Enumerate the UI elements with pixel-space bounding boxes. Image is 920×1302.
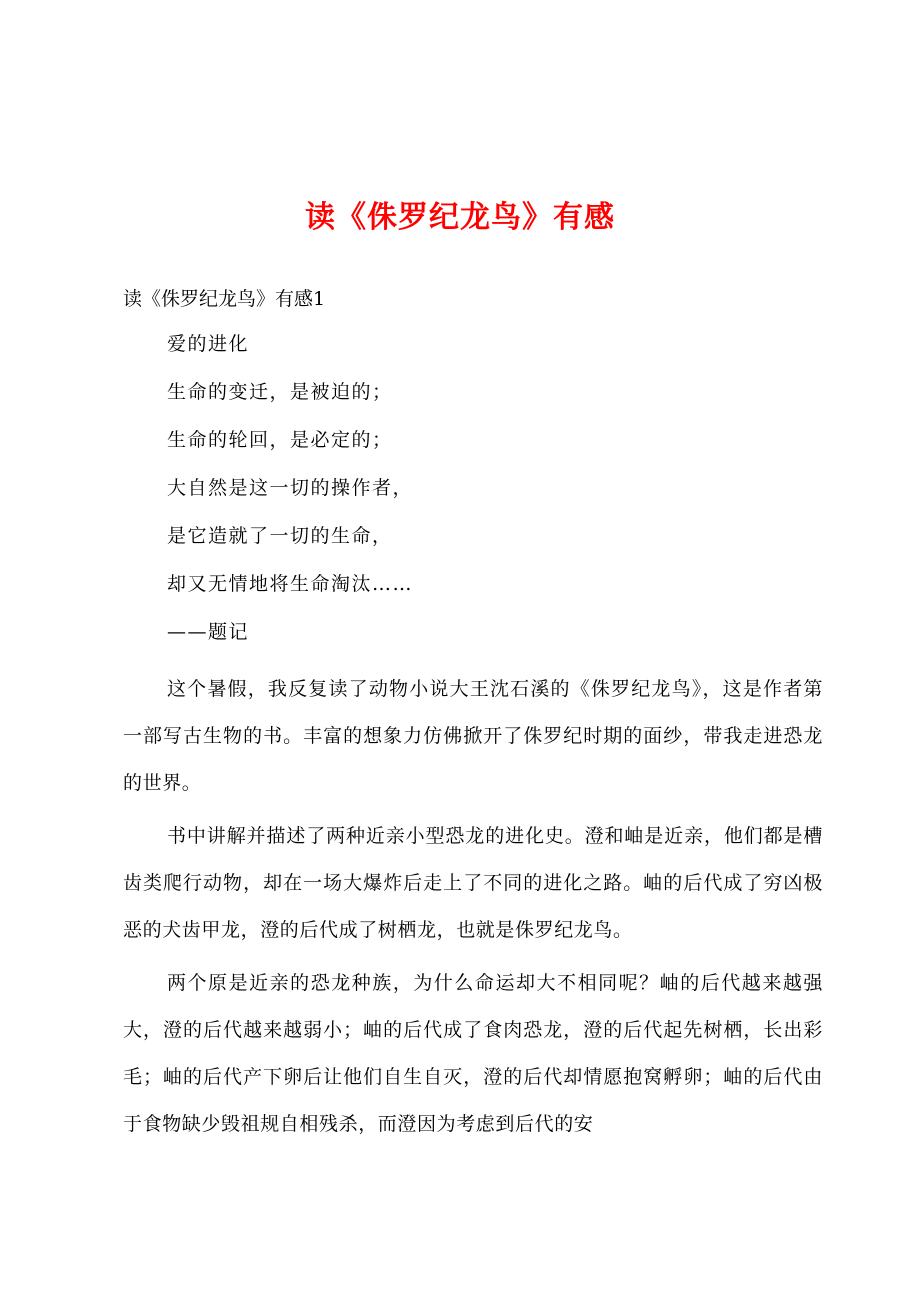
poem-line: 是它造就了一切的生命， xyxy=(167,525,393,547)
body-paragraph: 两个原是近亲的恐龙种族，为什么命运却大不相同呢？岫的后代越来越强大，澄的后代越来越弱小；岫的后代成了食肉恐龙，澄的后代起先树栖，长出彩毛；岫的后代产下卵后让他们自生自灭，澄的后代却情愿抱窝孵卵；岫的后代由于食物缺少毁祖规自相残杀，而澄因为考虑到后代的安 xyxy=(123,972,823,1135)
poem-line: 大自然是这一切的操作者， xyxy=(167,477,414,499)
poem-epigraph-attribution: ——题记 xyxy=(167,621,250,643)
body-paragraph: 这个暑假，我反复读了动物小说大王沈石溪的《侏罗纪龙鸟》，这是作者第一部写古生物的书。丰富的想象力仿佛掀开了侏罗纪时期的面纱，带我走进恐龙的世界。 xyxy=(123,678,823,794)
poem-block xyxy=(167,330,413,666)
poem-line: 爱的进化 xyxy=(167,333,250,355)
document-title: 读《侏罗纪龙鸟》有感 xyxy=(305,200,615,235)
poem-line: 生命的轮回，是必定的； xyxy=(167,429,393,451)
body-paragraph: 书中讲解并描述了两种近亲小型恐龙的进化史。澄和岫是近亲，他们都是槽齿类爬行动物，却在一场大爆炸后走上了不同的进化之路。岫的后代成了穷凶极恶的犬齿甲龙，澄的后代成了树栖龙，也就是侏罗纪龙鸟。 xyxy=(123,825,823,941)
body-text xyxy=(123,666,823,1148)
poem-line: 却又无情地将生命淘汰…… xyxy=(167,573,414,595)
section-title: 读《侏罗纪龙鸟》有感1 xyxy=(123,288,326,310)
poem-line: 生命的变迁，是被迫的； xyxy=(167,381,393,403)
